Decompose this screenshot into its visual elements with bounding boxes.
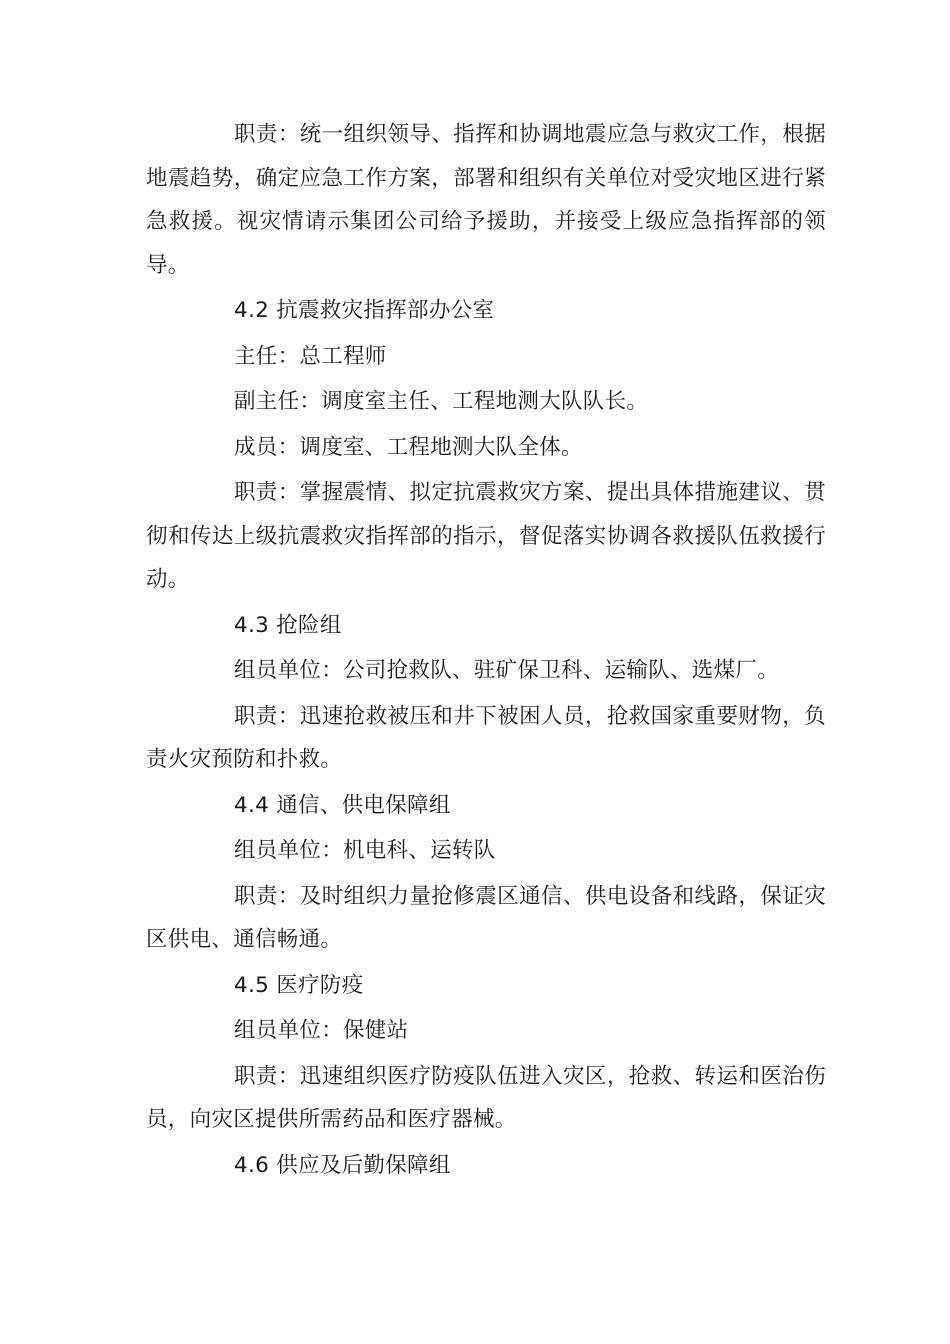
paragraph-deputy-director: 副主任：调度室主任、工程地测大队队长。	[234, 389, 649, 414]
paragraph-medical-units: 组员单位：保健站	[234, 1018, 409, 1043]
section-heading-4-5: 4.5 医疗防疫	[234, 972, 364, 998]
section-heading-4-2: 4.2 抗震救灾指挥部办公室	[234, 298, 495, 323]
paragraph-director: 主任：总工程师	[234, 343, 387, 369]
section-heading-4-3: 4.3 抢险组	[234, 612, 342, 638]
section-heading-4-4: 4.4 通信、供电保障组	[234, 792, 451, 818]
paragraph-duties-rescue: 职责：迅速抢救被压和井下被困人员，抢救国家重要财物，负责火灾预防和扑救。	[146, 703, 826, 772]
paragraph-duties-medical: 职责：迅速组织医疗防疫队伍进入灾区，抢救、转运和医治伤员，向灾区提供所需药品和医疗器械。	[146, 1063, 826, 1132]
section-heading-4-6: 4.6 供应及后勤保障组	[234, 1152, 451, 1178]
document-body	[146, 113, 826, 1189]
paragraph-duties-office: 职责：掌握震情、拟定抗震救灾方案、提出具体措施建议、贯彻和传达上级抗震救灾指挥部的指示，督促落实协调各救援队伍救援行动。	[146, 480, 826, 592]
paragraph-rescue-units: 组员单位：公司抢救队、驻矿保卫科、运输队、选煤厂。	[234, 658, 780, 683]
paragraph-duties-command: 职责：统一组织领导、指挥和协调地震应急与救灾工作，根据地震趋势，确定应急工作方案，部署和组织有关单位对受灾地区进行紧急救援。视灾情请示集团公司给予援助，并接受上级应急指挥部的领导。	[146, 122, 826, 278]
paragraph-members: 成员：调度室、工程地测大队全体。	[234, 434, 583, 460]
paragraph-comm-units: 组员单位：机电科、运转队	[234, 838, 496, 863]
paragraph-duties-comm: 职责：及时组织力量抢修震区通信、供电设备和线路，保证灾区供电、通信畅通。	[146, 883, 826, 952]
